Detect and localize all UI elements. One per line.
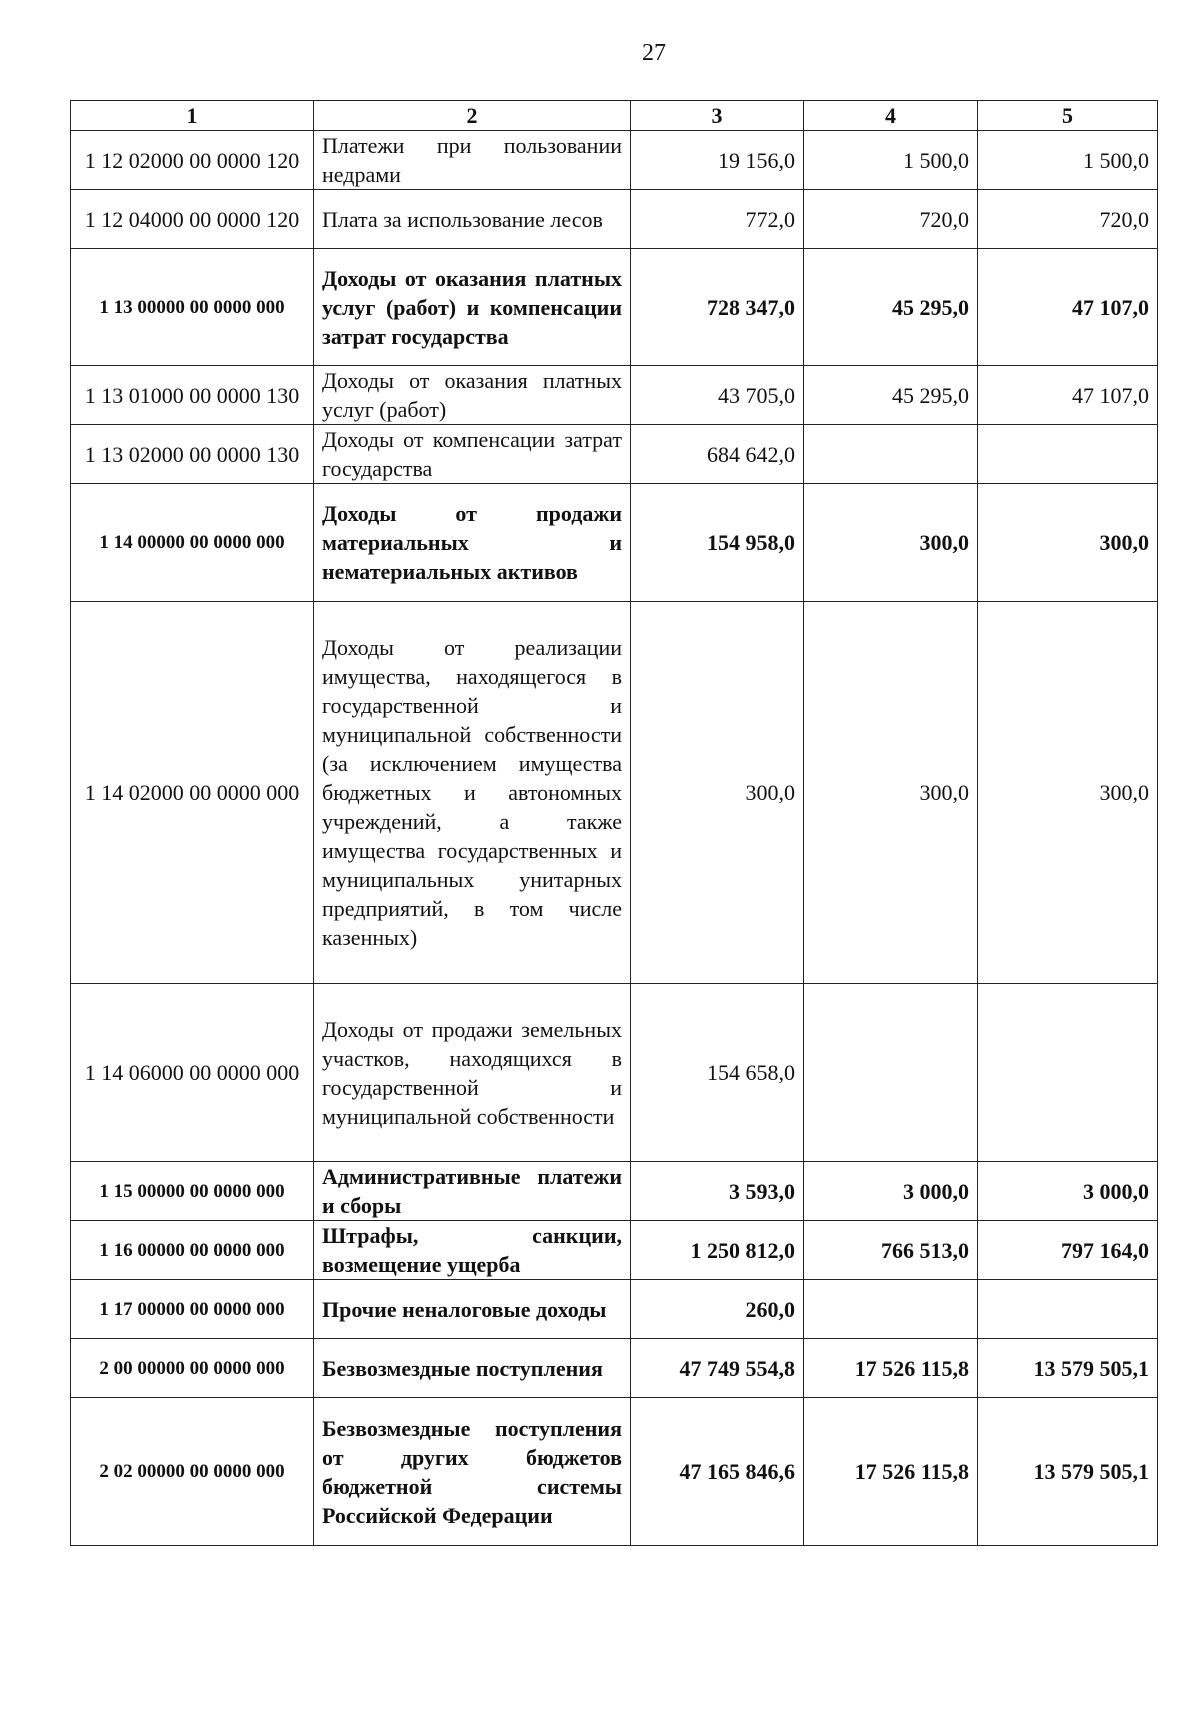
budget-code: 1 14 00000 00 0000 000 bbox=[71, 484, 314, 602]
table-row bbox=[71, 1162, 1158, 1221]
budget-code: 1 14 06000 00 0000 000 bbox=[71, 984, 314, 1162]
value-col5 bbox=[978, 1280, 1158, 1339]
revenue-name: Плата за использование лесов bbox=[314, 190, 631, 249]
value-col5: 47 107,0 bbox=[978, 366, 1158, 425]
table-row bbox=[71, 984, 1158, 1162]
budget-code: 1 16 00000 00 0000 000 bbox=[71, 1221, 314, 1280]
table-row bbox=[71, 1339, 1158, 1398]
revenue-name: Безвозмездные поступления bbox=[314, 1339, 631, 1398]
revenue-name: Доходы от оказания платных услуг (работ) и компенсации затрат государства bbox=[314, 249, 631, 366]
value-col3: 728 347,0 bbox=[631, 249, 804, 366]
value-col3: 300,0 bbox=[631, 602, 804, 984]
value-col3: 19 156,0 bbox=[631, 131, 804, 190]
value-col5: 47 107,0 bbox=[978, 249, 1158, 366]
value-col3: 43 705,0 bbox=[631, 366, 804, 425]
value-col5: 13 579 505,1 bbox=[978, 1339, 1158, 1398]
value-col4: 17 526 115,8 bbox=[804, 1398, 978, 1546]
table-row bbox=[71, 131, 1158, 190]
budget-code: 1 12 04000 00 0000 120 bbox=[71, 190, 314, 249]
value-col3: 154 958,0 bbox=[631, 484, 804, 602]
revenue-name: Платежи при пользовании недрами bbox=[314, 131, 631, 190]
column-header-4: 4 bbox=[804, 101, 978, 131]
budget-code: 2 00 00000 00 0000 000 bbox=[71, 1339, 314, 1398]
budget-code: 1 12 02000 00 0000 120 bbox=[71, 131, 314, 190]
value-col4: 17 526 115,8 bbox=[804, 1339, 978, 1398]
header-row bbox=[71, 101, 1158, 131]
value-col3: 772,0 bbox=[631, 190, 804, 249]
revenue-name: Безвозмездные поступления от других бюджетов бюджетной системы Российской Федерации bbox=[314, 1398, 631, 1546]
budget-code: 1 14 02000 00 0000 000 bbox=[71, 602, 314, 984]
revenue-name: Прочие неналоговые доходы bbox=[314, 1280, 631, 1339]
page-number: 27 bbox=[642, 40, 666, 66]
table-row bbox=[71, 602, 1158, 984]
value-col5: 300,0 bbox=[978, 484, 1158, 602]
value-col4 bbox=[804, 425, 978, 484]
budget-code: 1 13 00000 00 0000 000 bbox=[71, 249, 314, 366]
value-col5: 797 164,0 bbox=[978, 1221, 1158, 1280]
value-col5: 1 500,0 bbox=[978, 131, 1158, 190]
budget-code: 1 13 02000 00 0000 130 bbox=[71, 425, 314, 484]
value-col5 bbox=[978, 984, 1158, 1162]
column-header-2: 2 bbox=[314, 101, 631, 131]
value-col5: 13 579 505,1 bbox=[978, 1398, 1158, 1546]
value-col3: 154 658,0 bbox=[631, 984, 804, 1162]
column-header-5: 5 bbox=[978, 101, 1158, 131]
value-col4: 300,0 bbox=[804, 484, 978, 602]
value-col3: 47 165 846,6 bbox=[631, 1398, 804, 1546]
table-row bbox=[71, 1398, 1158, 1546]
table-row bbox=[71, 1280, 1158, 1339]
table-row bbox=[71, 1221, 1158, 1280]
budget-code: 1 15 00000 00 0000 000 bbox=[71, 1162, 314, 1221]
value-col4: 300,0 bbox=[804, 602, 978, 984]
table-row bbox=[71, 249, 1158, 366]
column-header-1: 1 bbox=[71, 101, 314, 131]
revenue-name: Штрафы, санкции, возмещение ущерба bbox=[314, 1221, 631, 1280]
value-col4: 1 500,0 bbox=[804, 131, 978, 190]
value-col4: 766 513,0 bbox=[804, 1221, 978, 1280]
value-col4: 45 295,0 bbox=[804, 249, 978, 366]
table-row bbox=[71, 484, 1158, 602]
value-col4 bbox=[804, 984, 978, 1162]
table-row bbox=[71, 190, 1158, 249]
value-col3: 260,0 bbox=[631, 1280, 804, 1339]
value-col4: 45 295,0 bbox=[804, 366, 978, 425]
value-col3: 47 749 554,8 bbox=[631, 1339, 804, 1398]
revenue-name: Доходы от компенсации затрат государства bbox=[314, 425, 631, 484]
value-col3: 1 250 812,0 bbox=[631, 1221, 804, 1280]
revenue-name: Доходы от реализации имущества, находящегося в государственной и муниципальной собственности (за исключением имущества бюджетных и автономных учреждений, а также имущества государственных и муниципальных унитарных предприятий, в том числе казенных) bbox=[314, 602, 631, 984]
revenue-name: Доходы от оказания платных услуг (работ) bbox=[314, 366, 631, 425]
value-col5 bbox=[978, 425, 1158, 484]
budget-code: 2 02 00000 00 0000 000 bbox=[71, 1398, 314, 1546]
table-row bbox=[71, 425, 1158, 484]
value-col3: 684 642,0 bbox=[631, 425, 804, 484]
value-col4 bbox=[804, 1280, 978, 1339]
column-header-3: 3 bbox=[631, 101, 804, 131]
revenue-table bbox=[70, 100, 1158, 1546]
budget-code: 1 13 01000 00 0000 130 bbox=[71, 366, 314, 425]
table-row bbox=[71, 366, 1158, 425]
revenue-name: Доходы от продажи материальных и нематериальных активов bbox=[314, 484, 631, 602]
budget-code: 1 17 00000 00 0000 000 bbox=[71, 1280, 314, 1339]
value-col3: 3 593,0 bbox=[631, 1162, 804, 1221]
revenue-name: Административные платежи и сборы bbox=[314, 1162, 631, 1221]
value-col4: 720,0 bbox=[804, 190, 978, 249]
value-col4: 3 000,0 bbox=[804, 1162, 978, 1221]
value-col5: 3 000,0 bbox=[978, 1162, 1158, 1221]
revenue-name: Доходы от продажи земельных участков, находящихся в государственной и муниципальной собственности bbox=[314, 984, 631, 1162]
value-col5: 720,0 bbox=[978, 190, 1158, 249]
value-col5: 300,0 bbox=[978, 602, 1158, 984]
